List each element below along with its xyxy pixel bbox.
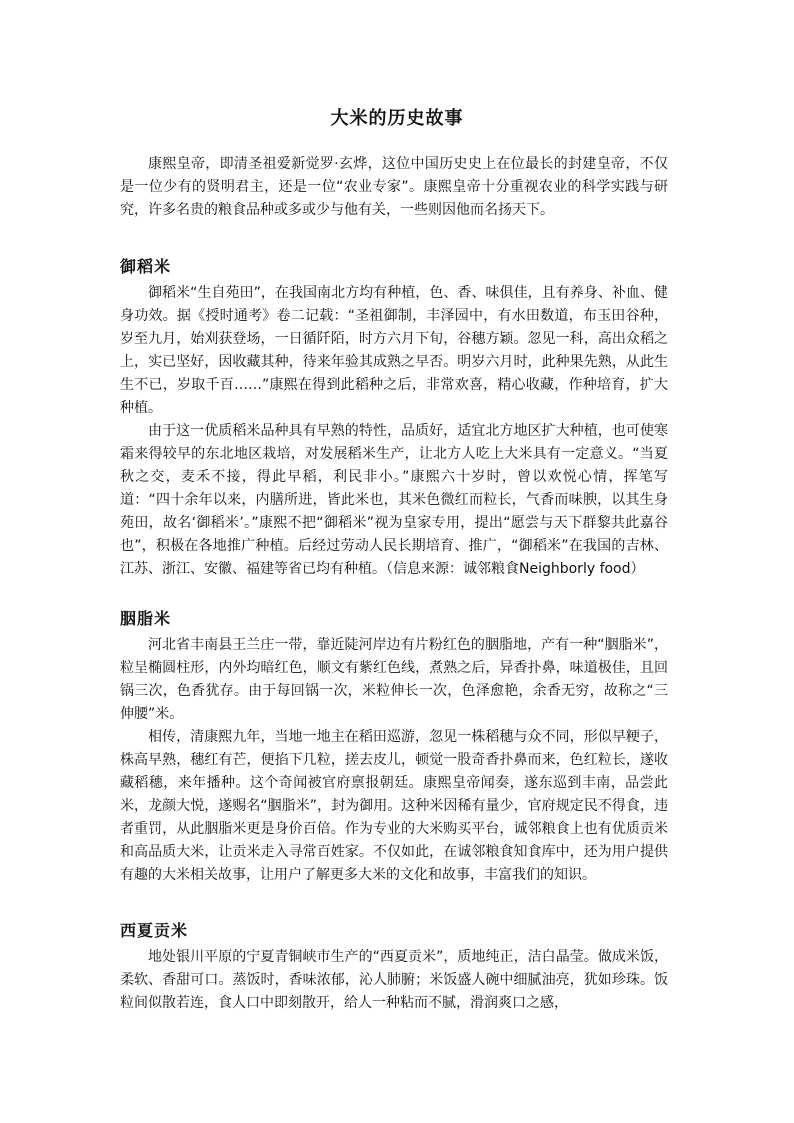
section-heading-xixiagongmi: 西夏贡米 bbox=[120, 921, 189, 940]
section-body-xixiagongmi bbox=[120, 946, 668, 1015]
paragraph: 御稻米“生自苑田”，在我国南北方均有种植，色、香、味俱佳，且有养身、补血、健身功效。据《授时通考》卷二记载：“圣祖御制，丰泽园中，有水田数道，布玉田谷种，岁至九月，始刈获登场，一日循阡陌，时方六月下旬，谷穗方颖。忽见一科，高出众稻之上，实已坚好，因收藏其种，待来年验其成熟之早否。明岁六月时，此种果先熟，从此生生不已，岁取千百……”康熙在得到此稻种之后，非常欢喜，精心收藏，作种培育，扩大种植。 bbox=[120, 285, 668, 416]
paragraph: 河北省丰南县王兰庄一带，靠近陡河岸边有片粉红色的胭脂地，产有一种“胭脂米”，粒呈椭圆柱形，内外均暗红色，顺文有紫红色线，煮熟之后，异香扑鼻，味道极佳，且回锅三次，色香犹存。由于每回锅一次，米粒伸长一次，色泽愈艳，余香无穷，故称之“三伸腰”米。 bbox=[120, 637, 668, 722]
intro-block bbox=[120, 153, 668, 222]
section-body-yanzhimi bbox=[120, 634, 668, 887]
document-title: 大米的历史故事 bbox=[330, 108, 464, 129]
section-heading-yudaomi: 御稻米 bbox=[120, 257, 172, 276]
section-body-yudaomi bbox=[120, 282, 668, 581]
paragraph: 相传，清康熙九年，当地一地主在稻田巡游，忽见一株稻穗与众不同，形似早粳子，株高早熟，穗红有芒，便掐下几粒，搓去皮儿，顿觉一股奇香扑鼻而来，色红粒长，遂收藏稻穗，来年播种。这个奇闻被官府禀报朝廷。康熙皇帝闻奏，遂东巡到丰南，品尝此米，龙颜大悦，遂赐名“胭脂米”，封为御用。这种米因稀有量少，官府规定民不得食，违者重罚，从此胭脂米更是身价百倍。作为专业的大米购买平台，诚邻粮食上也有优质贡米和高品质大米，让贡米走入寻常百姓家。不仅如此，在诚邻粮食知食库中，还为用户提供有趣的大米相关故事，让用户了解更多大米的文化和故事，丰富我们的知识。 bbox=[120, 729, 668, 883]
section-heading-yanzhimi: 胭脂米 bbox=[120, 609, 172, 628]
paragraph: 地处银川平原的宁夏青铜峡市生产的“西夏贡米”，质地纯正，洁白晶莹。做成米饭，柔软、香甜可口。蒸饭时，香味浓郁，沁人肺腑；米饭盛人碗中细腻油亮，犹如珍珠。饭粒间似散若连，食人口中即刻散开，给人一种粘而不腻，滑润爽口之感， bbox=[120, 949, 668, 1011]
intro-paragraph: 康熙皇帝，即清圣祖爱新觉罗·玄烨，这位中国历史史上在位最长的封建皇帝，不仅是一位少有的贤明君主，还是一位“农业专家”。康熙皇帝十分重视农业的科学实践与研究，许多名贵的粮食品种或多或少与他有关，一些则因他而名扬天下。 bbox=[120, 156, 668, 218]
paragraph: 由于这一优质稻米品种具有早熟的特性，品质好，适宜北方地区扩大种植，也可使寒霜来得较早的东北地区栽培，对发展稻米生产，让北方人吃上大米具有一定意义。“当夏秋之交，麦禾不接，得此早稻，利民非小。”康熙六十岁时，曾以欢悦心情，挥笔写道：“四十余年以来，内膳所进，皆此米也，其米色微红而粒长，气香而味腴，以其生身苑田，故名‘御稻米’。”康熙不把“御稻米”视为皇家专用，提出“愿尝与天下群黎共此嘉谷也”，积极在各地推广种植。后经过劳动人民长期培育、推广，“御稻米”在我国的吉林、江苏、浙江、安徽、福建等省已均有种植。（信息来源：诚邻粮食Neighborly food） bbox=[120, 423, 668, 577]
